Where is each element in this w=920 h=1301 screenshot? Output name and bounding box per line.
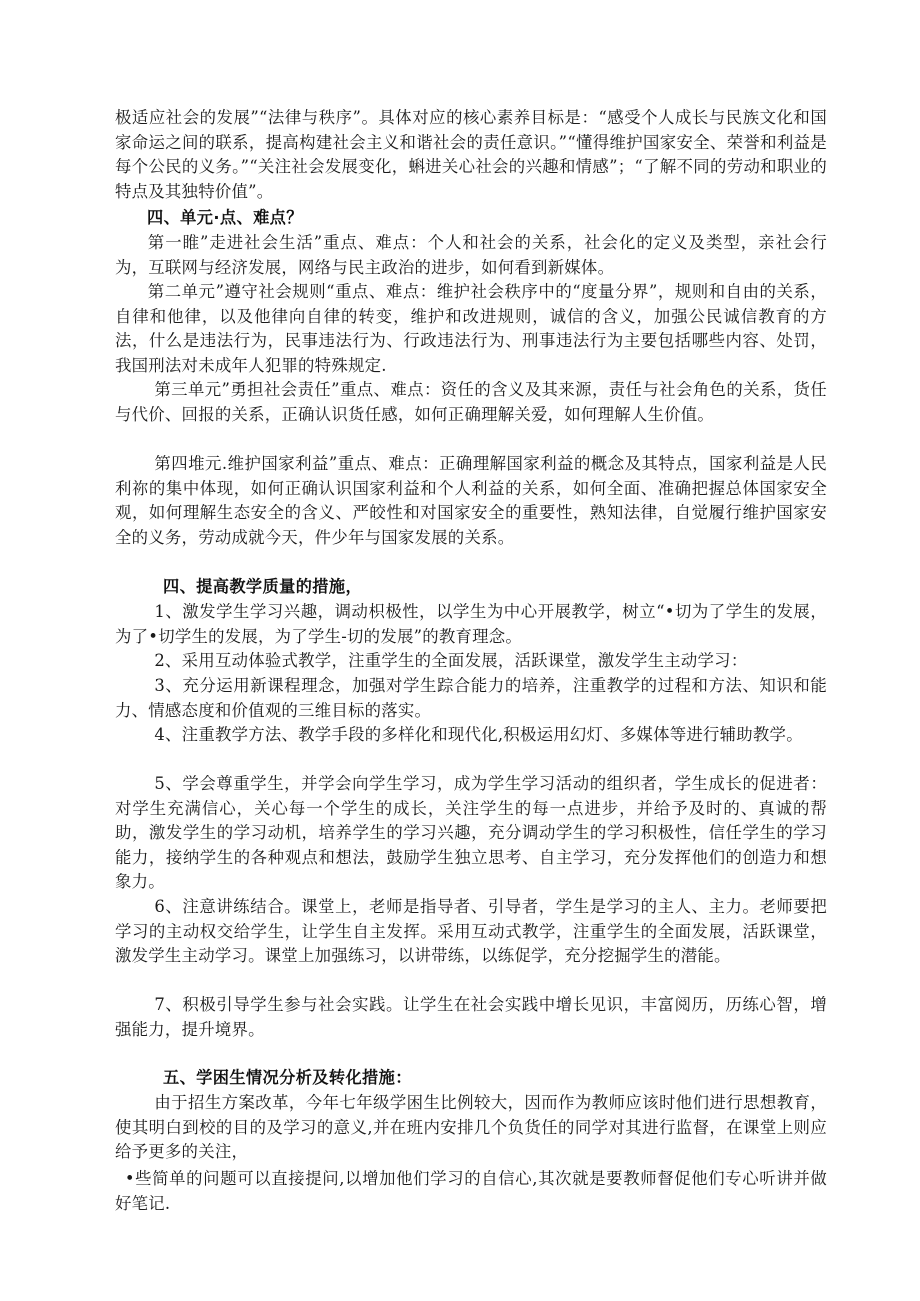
measure-3-paragraph: 3、充分运用新课程理念，加强对学生踪合能力的培养，注重教学的过程和方法、知识和能力、情感态度和价值观的三维目标的落实。	[115, 676, 827, 720]
measure-7-paragraph: 7、积极引导学生参与社会实践。让学生在社会实践中增长见识，丰富阅历，历练心智，增强能力，提升境界。	[115, 995, 827, 1039]
heading-struggling-students: 五、学困生情况分析及转化措施：	[163, 1068, 412, 1087]
unit-2-paragraph: 第二单元”遵守社会规则“重点、难点：维护社会秩序中的“度量分界”，规则和自由的关系，自律和他律，以及他律向自律的转变，维护和改进规则，诚信的含义，加强公民诚信教育的方法，什么是违法行为，民事违法行为、行政违法行为、刑事违法行为主要包括哪些内容、处罚，我国刑法对未成年人犯罪的特殊规定.	[115, 282, 827, 375]
struggling-students-paragraph: 由于招生方案改革，今年七年级学困生比例较大，因而作为教师应该时他们进行思想教育，使其明白到校的目的及学习的意义,并在班内安排几个负货任的同学对其进行监督，在课堂上则应给予更多的关注，	[115, 1093, 827, 1162]
measure-4-paragraph: 4、注重教学方法、教学手段的多样化和现代化,积极运用幻灯、多媒体等进行辅助教学。	[154, 725, 803, 744]
measure-5-paragraph: 5、学会尊重学生，并学会向学生学习，成为学生学习活动的组织者，学生成长的促进者：对学生充满信心，关心每一个学生的成长，关注学生的每一点进步，并给予及时的、真诚的帮助，激发学生的学习动机，培养学生的学习兴趣，充分调动学生的学习积极性，信任学生的学习能力，接纳学生的各种观点和想法，鼓励学生独立思考、自主学习，充分发挥他们的创造力和想象力。	[115, 774, 827, 892]
unit-1-paragraph: 第一睢”走进社会生活”重点、难点：个人和社会的关系，社会化的定义及类型，亲社会行为，互联网与经济发展，网络与民主政治的进步，如何看到新媒体。	[115, 233, 827, 277]
measure-2-paragraph: 2、采用互动体验式教学，注重学生的全面发展，活跃课堂，激发学生主动学习：	[154, 651, 748, 670]
measure-6-paragraph: 6、注意讲练结合。课堂上，老师是指导者、引导者，学生是学习的主人、主力。老师要把学习的主动权交给学生，让学生自主发挥。采用互动式教学，注重学生的全面发展，活跃课堂，激发学生主动学习。课堂上加强练习，以讲带练，以练促学，充分挖掘学生的潜能。	[115, 897, 827, 966]
heading-unit-keypoints: 四、单元·点、难点？	[147, 208, 303, 227]
struggling-students-bullet: •些简单的问题可以直接提问,以增加他们学习的自信心,其次就是要教师督促他们专心听讲并做好笔记.	[115, 1169, 827, 1213]
unit-4-paragraph: 第四堆元.维护国家利益”重点、难点：正确理解国家利益的概念及其特点，国家利益是人民利祢的集中体现，如何正确认识国家利益和个人利益的关系，如何全面、准确把握总体国家安全观，如何理解生态安全的含义、严皎性和对国家安全的重要性，熟知法律，自觉履行维护国家安全的义务，劳动成就今天，件少年与国家发展的关系。	[115, 454, 827, 547]
intro-paragraph: 极适应社会的发展”“法律与秩序”。具体对应的核心素养目标是：“感受个人成长与民族文化和国家命运之间的联系，提高构建社会主义和谐社会的责任意识。”“懂得维护国家安全、荣誉和利益是每个公民的义务。”“关注社会发展变化，蝌进关心社会的兴趣和情感”；“了解不同的劳动和职业的特点及其独特价值”。	[115, 108, 827, 201]
measure-1-paragraph: 1、激发学生学习兴趣，调动枳极性，以学生为中心开展教学，树立“•切为了学生的发展，为了•切学生的发展，为了学生-切的发展”的教育理念。	[115, 602, 827, 646]
heading-teaching-measures: 四、提高教学质量的措施，	[163, 577, 363, 596]
unit-3-paragraph: 第三单元”勇担社会责任”重点、难点：资任的含义及其来源，责任与社会角色的关系，货任与代价、回报的关系，正确认识货任感，如何正确理解关爱，如何理解人生价值。	[115, 380, 827, 424]
